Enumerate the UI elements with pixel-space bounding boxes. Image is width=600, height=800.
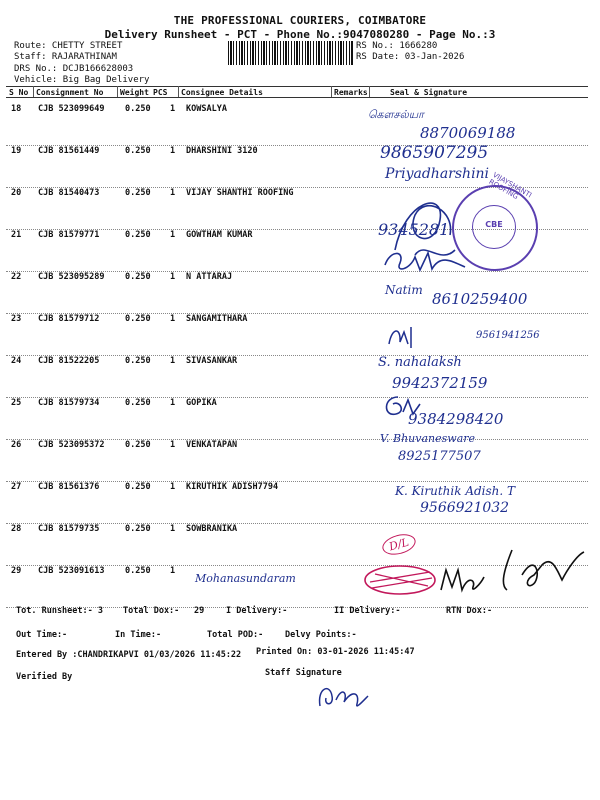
handwritten-name: S. nahalaksh [378, 355, 462, 370]
row-pcs: 1 [170, 524, 176, 534]
row-pcs: 1 [170, 230, 176, 240]
row-weight: 0.250 [125, 566, 151, 576]
row-pcs: 1 [170, 482, 176, 492]
company-seal-stamp: VIJAYSHANTI ROOFING CBE [452, 185, 538, 271]
row-consignment-no: CJB 81522205 [38, 356, 100, 366]
row-sno: 24 [11, 356, 22, 366]
handwritten-phone: 8925177507 [398, 449, 481, 464]
i-delivery: I Delivery:- [226, 606, 288, 616]
row-sno: 27 [11, 482, 22, 492]
handwritten-name: Priyadharshini [385, 166, 490, 182]
total-pod: Total POD:- [207, 630, 264, 640]
row-sno: 29 [11, 566, 22, 576]
total-dox-label: Total Dox:- [123, 606, 180, 616]
scribbled-out-mark [360, 560, 450, 600]
row-weight: 0.250 [125, 146, 151, 156]
signature-scribble [386, 322, 426, 352]
col-consignment: Consignment No [36, 88, 104, 97]
row-pcs: 1 [170, 146, 176, 156]
row-consignee: GOPIKA [186, 398, 217, 408]
row-consignee: SOWBRANIKA [186, 524, 238, 534]
row-sno: 22 [11, 272, 22, 282]
col-pcs: PCS [153, 88, 168, 97]
row-consignee: KIRUTHIK ADISH7794 [186, 482, 279, 492]
row-pcs: 1 [170, 566, 176, 576]
drs-number: DRS No.: DCJB166628003 [14, 64, 134, 74]
ii-delivery: II Delivery:- [334, 606, 401, 616]
row-pcs: 1 [170, 398, 176, 408]
row-consignee: VIJAY SHANTHI ROOFING [186, 188, 294, 198]
handwritten-name: Mohanasundaram [195, 572, 296, 585]
col-sno: S No [9, 88, 29, 97]
row-consignment-no: CJB 81579771 [38, 230, 100, 240]
col-remarks: Remarks [334, 88, 368, 97]
row-weight: 0.250 [125, 440, 151, 450]
row-consignment-no: CJB 523095372 [38, 440, 105, 450]
row-consignee: SANGAMITHARA [186, 314, 248, 324]
route: Route: CHETTY STREET [14, 41, 123, 51]
row-consignment-no: CJB 523099649 [38, 104, 105, 114]
handwritten-phone: 9865907295 [380, 143, 489, 163]
handwritten-phone: 9566921032 [420, 500, 510, 516]
table-row [0, 440, 600, 482]
staff: Staff: RAJARATHINAM [14, 52, 117, 62]
rs-date: RS Date: 03-Jan-2026 [356, 52, 465, 62]
row-weight: 0.250 [125, 314, 151, 324]
rtn-dox: RTN Dox:- [446, 606, 493, 616]
barcode [228, 41, 353, 65]
row-pcs: 1 [170, 272, 176, 282]
row-weight: 0.250 [125, 272, 151, 282]
row-consignee: KOWSALYA [186, 104, 227, 114]
row-consignment-no: CJB 81540473 [38, 188, 100, 198]
handwritten-phone: 8610259400 [432, 290, 528, 308]
total-dox-value: 29 [194, 606, 205, 616]
handwritten-phone: 9345281 [378, 220, 450, 239]
col-seal: Seal & Signature [390, 88, 468, 97]
row-sno: 26 [11, 440, 22, 450]
row-consignment-no: CJB 523095289 [38, 272, 105, 282]
signature-scribble [380, 245, 470, 275]
delivered-mark: D/L [380, 531, 418, 558]
row-pcs: 1 [170, 104, 176, 114]
row-consignee: VENKATAPAN [186, 440, 238, 450]
handwritten-phone: 9561941256 [476, 330, 540, 341]
signature-scribble [438, 565, 488, 595]
handwritten-name: Natim [385, 283, 423, 297]
entered-by: Entered By :CHANDRIKAPVI 01/03/2026 11:45:22 [16, 650, 242, 660]
row-consignee: N ATTARAJ [186, 272, 233, 282]
row-pcs: 1 [170, 188, 176, 198]
col-weight: Weight [120, 88, 149, 97]
table-row [0, 398, 600, 440]
row-sno: 28 [11, 524, 22, 534]
row-consignment-no: CJB 81579734 [38, 398, 100, 408]
verified-by: Verified By [16, 672, 73, 682]
row-weight: 0.250 [125, 104, 151, 114]
row-sno: 18 [11, 104, 22, 114]
row-consignee: DHARSHINI 3120 [186, 146, 258, 156]
signature-scribble [482, 540, 587, 595]
table-row [0, 356, 600, 398]
row-sno: 19 [11, 146, 22, 156]
col-consignee: Consignee Details [181, 88, 263, 97]
row-consignee: GOWTHAM KUMAR [186, 230, 253, 240]
page-subtitle: Delivery Runsheet - PCT - Phone No.:9047080280 - Page No.:3 [104, 28, 496, 41]
staff-signature [312, 678, 372, 713]
row-sno: 20 [11, 188, 22, 198]
in-time: In Time:- [115, 630, 162, 640]
row-consignment-no: CJB 523091613 [38, 566, 105, 576]
staff-signature-label: Staff Signature [265, 668, 342, 678]
handwritten-tamil-name: கௌசல்யா [368, 108, 424, 121]
row-weight: 0.250 [125, 482, 151, 492]
delivery-points: Delvy Points:- [285, 630, 357, 640]
row-weight: 0.250 [125, 398, 151, 408]
vehicle: Vehicle: Big Bag Delivery [14, 75, 150, 85]
row-weight: 0.250 [125, 524, 151, 534]
row-pcs: 1 [170, 314, 176, 324]
out-time: Out Time:- [16, 630, 68, 640]
row-sno: 21 [11, 230, 22, 240]
handwritten-phone: 9384298420 [408, 410, 504, 428]
printed-on: Printed On: 03-01-2026 11:45:47 [256, 647, 415, 657]
row-pcs: 1 [170, 440, 176, 450]
row-weight: 0.250 [125, 356, 151, 366]
handwritten-phone: 8870069188 [420, 124, 516, 142]
rs-number: RS No.: 1666280 [356, 41, 438, 51]
row-sno: 25 [11, 398, 22, 408]
row-consignment-no: CJB 81579735 [38, 524, 100, 534]
row-weight: 0.250 [125, 230, 151, 240]
page-title: THE PROFESSIONAL COURIERS, COIMBATORE [173, 14, 427, 27]
row-weight: 0.250 [125, 188, 151, 198]
row-consignment-no: CJB 81561376 [38, 482, 100, 492]
total-runsheet: Tot. Runsheet:- 3 [16, 606, 103, 616]
row-sno: 23 [11, 314, 22, 324]
handwritten-name: K. Kiruthik Adish. T [395, 484, 516, 498]
handwritten-phone: 9942372159 [392, 374, 488, 392]
row-consignee: SIVASANKAR [186, 356, 238, 366]
row-consignment-no: CJB 81579712 [38, 314, 100, 324]
row-consignment-no: CJB 81561449 [38, 146, 100, 156]
row-pcs: 1 [170, 356, 176, 366]
handwritten-name: V. Bhuvanesware [380, 432, 476, 445]
